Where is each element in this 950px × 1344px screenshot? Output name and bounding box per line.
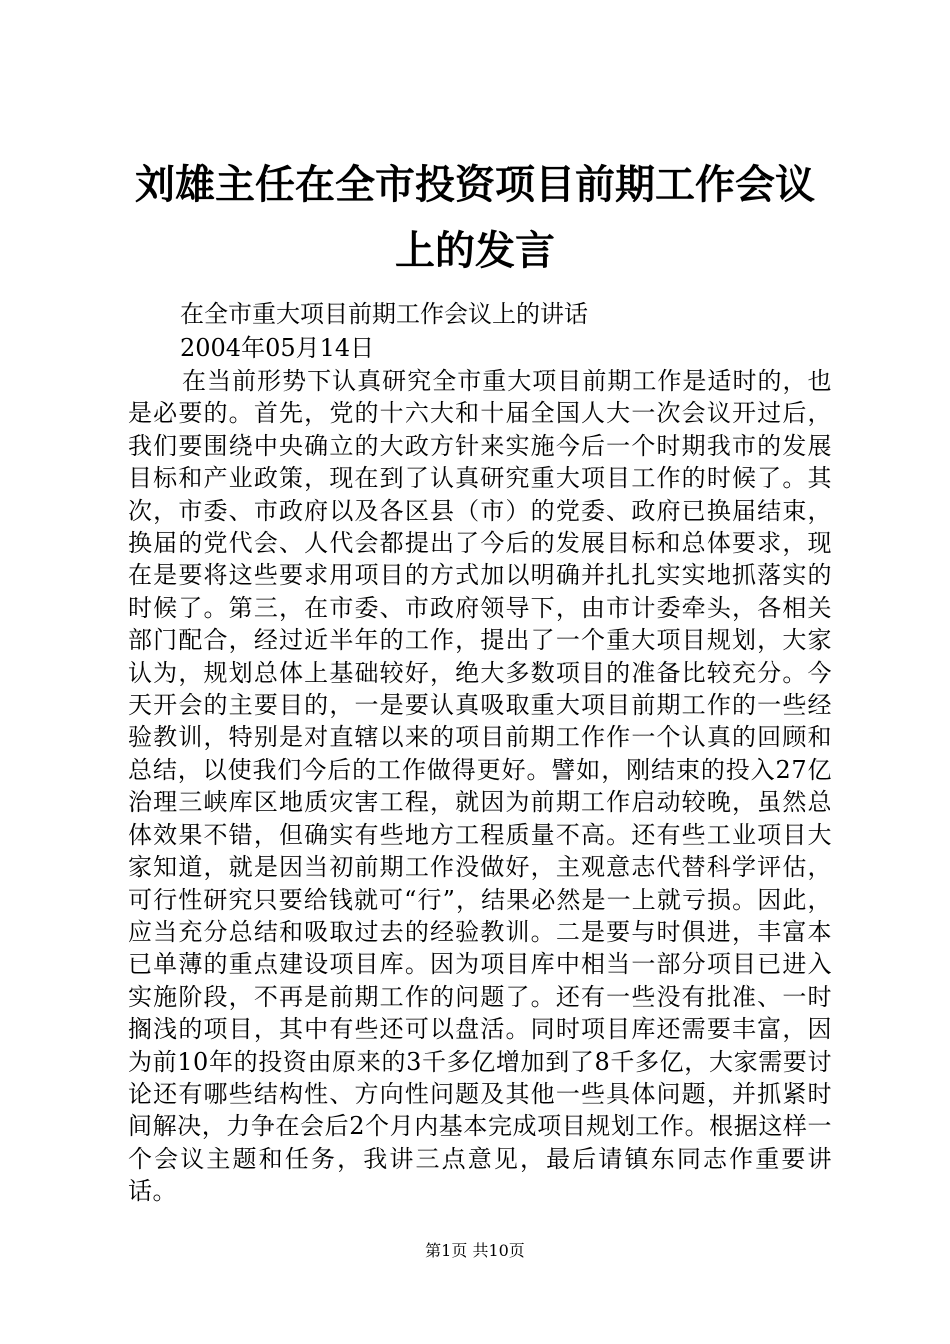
speech-date: 2004年05月14日 bbox=[180, 334, 375, 362]
document-body bbox=[128, 297, 832, 1208]
speech-subtitle: 在全市重大项目前期工作会议上的讲话 bbox=[180, 300, 588, 328]
body-paragraph: 在当前形势下认真研究全市重大项目前期工作是适时的，也是必要的。首先，党的十六大和十届全国人大一次会议开过后，我们要围绕中央确立的大政方针来实施今后一个时期我市的发展目标和产业政策，现在到了认真研究重大项目工作的时候了。其次，市委、市政府以及各区县（市）的党委、政府已换届结束，换届的党代会、人代会都提出了今后的发展目标和总体要求，现在是要将这些要求用项目的方式加以明确并扎扎实实地抓落实的时候了。第三，在市委、市政府领导下，由市计委牵头，各相关部门配合，经过近半年的工作，提出了一个重大项目规划，大家认为，规划总体上基础较好，绝大多数项目的准备比较充分。今天开会的主要目的，一是要认真吸取重大项目前期工作的一些经验教训，特别是对直辖以来的项目前期工作作一个认真的回顾和总结，以使我们今后的工作做得更好。譬如，刚结束的投入27亿治理三峡库区地质灾害工程，就因为前期工作启动较晚，虽然总体效果不错，但确实有些地方工程质量不高。还有些工业项目大家知道，就是因当初前期工作没做好，主观意志代替科学评估，可行性研究只要给钱就可“行”，结果必然是一上就亏损。因此，应当充分总结和吸取过去的经验教训。二是要与时俱进，丰富本已单薄的重点建设项目库。因为项目库中相当一部分项目已进入实施阶段，不再是前期工作的问题了。还有一些没有批准、一时搁浅的项目，其中有些还可以盘活。同时项目库还需要丰富，因为前10年的投资由原来的3千多亿增加到了8千多亿，大家需要讨论还有哪些结构性、方向性问题及其他一些具体问题，并抓紧时间解决，力争在会后2个月内基本完成项目规划工作。根据这样一个会议主题和任务，我讲三点意见，最后请镇东同志作重要讲话。 bbox=[128, 367, 832, 1206]
page-number-footer: 第1页 共10页 bbox=[425, 1241, 525, 1260]
document-title: 刘雄主任在全市投资项目前期工作会议上的发言 bbox=[135, 161, 815, 274]
